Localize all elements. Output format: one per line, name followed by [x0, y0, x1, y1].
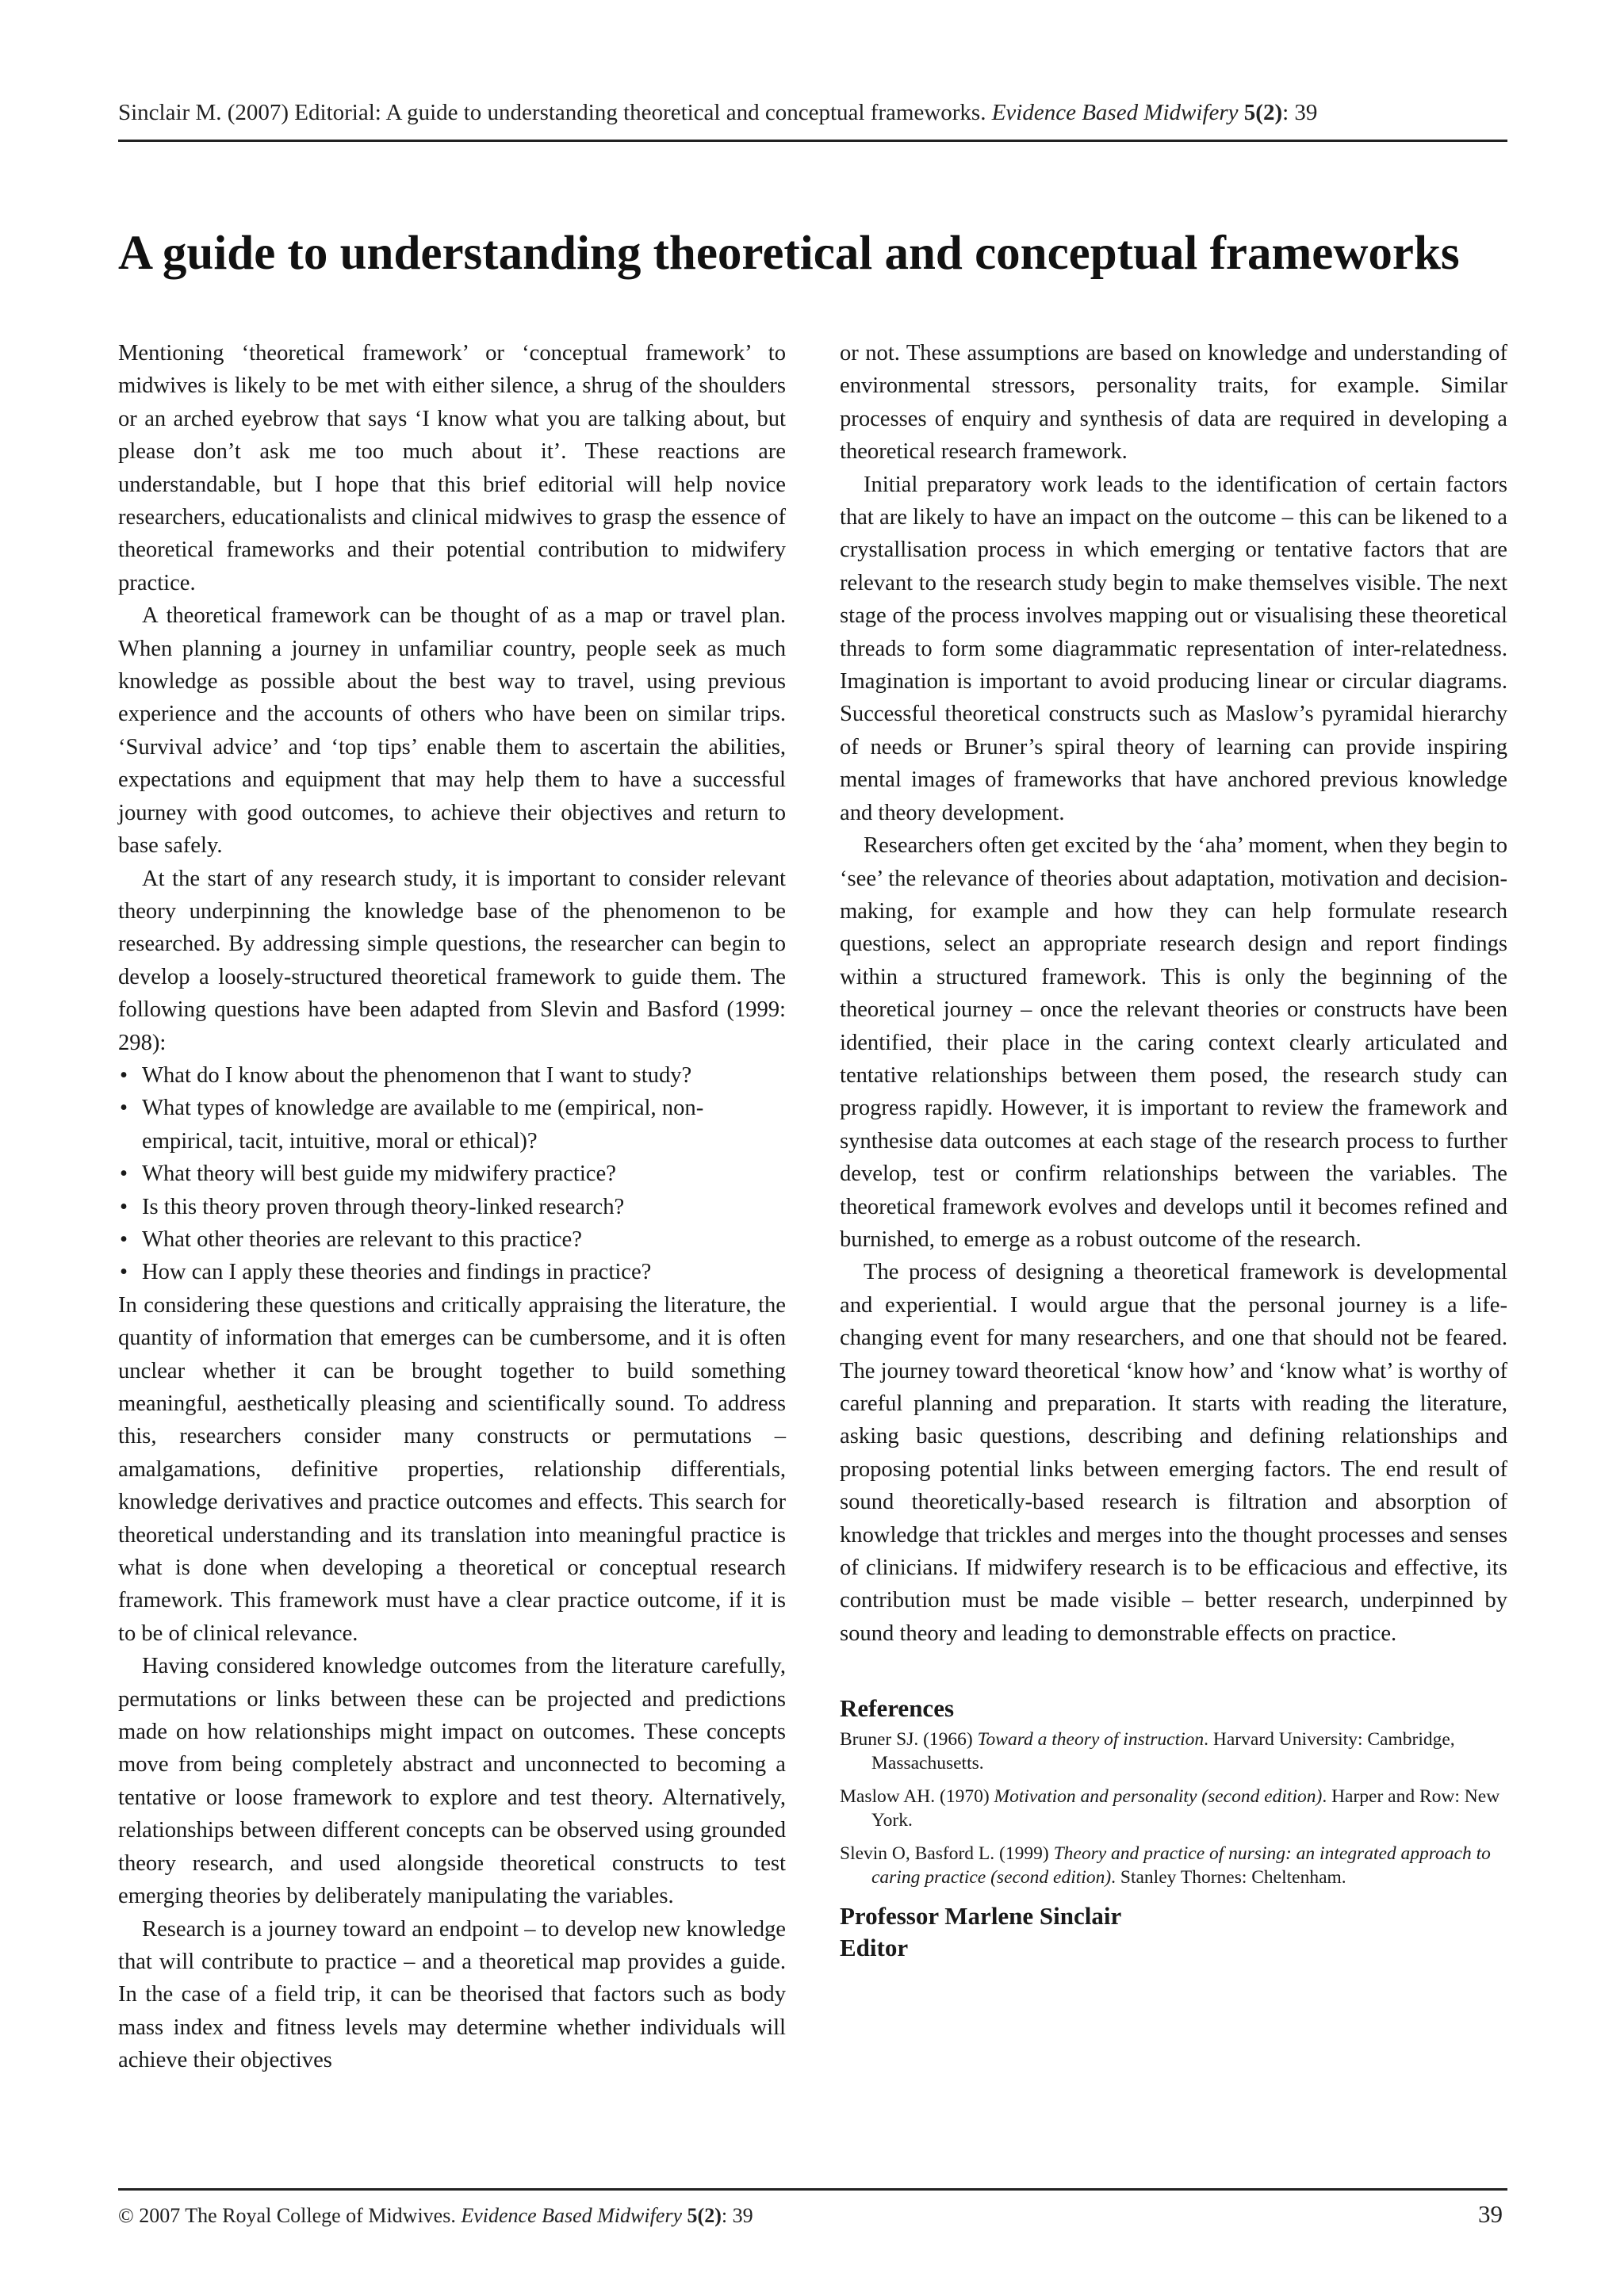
editor-role: Editor [840, 1934, 909, 1962]
paragraph: Initial preparatory work leads to the identification of certain factors that are likely to have an impact on the outcome – this can be likened to a crystallisation process in which emerging or tentative factors that are relevant to the research study begin to make themselves visible. The next stage of the process involves mapping out or visualising these theoretical threads to form some diagrammatic representation of inter-relatedness. Imagination is important to avoid producing linear or circular diagrams. Successful theoretical constructs such as Maslow’s pyramidal hierarchy of needs or Bruner’s spiral theory of learning can provide inspiring mental images of frameworks that have anchored previous knowledge and theory development. [840, 472, 1507, 825]
list-item: • How can I apply these theories and findings in practice? [118, 1256, 786, 1288]
paragraph: The process of designing a theoretical framework is developmental and experiential. I would argue that the personal journey is a life-changing event for many researchers, and one that should not be feared. The journey toward theoretical ‘know how’ and ‘know what’ is worthy of careful planning and preparation. It starts with reading the literature, asking basic questions, describing and defining relationships and proposing potential links between emerging factors. The end result of sound theoretically-based research is filtration and absorption of knowledge that trickles and merges into the thought processes and senses of clinicians. If midwifery research is to be efficacious and effective, its contribution must be made visible – better research, underpinned by sound theory and leading to demonstrable effects on practice. [840, 1260, 1507, 1646]
paragraph: At the start of any research study, it is important to consider relevant theory underpinning the knowledge base of the phenomenon to be researched. By addressing simple questions, the researcher can begin to develop a loosely-structured theoretical framework to guide them. The following questions have been adapted from Slevin and Basford (1999: 298): [118, 866, 786, 1055]
header-issue: (2) [1255, 100, 1283, 125]
left-column [118, 337, 786, 2077]
list-item: • What other theories are relevant to this practice? [118, 1223, 786, 1256]
list-item: • What do I know about the phenomenon that I want to study? [118, 1059, 786, 1092]
references-heading: References [840, 1694, 955, 1723]
footer-issue: (2) [697, 2204, 722, 2227]
paragraph: In considering these questions and critically appraising the literature, the quantity of information that emerges can be cumbersome, and it is often unclear whether it can be brought together to build something meaningful, aesthetically pleasing and scientifically sound. To address this, researchers consider many constructs or permutations – amalgamations, definitive properties, relationship differentials, knowledge derivatives and practice outcomes and effects. This search for theoretical understanding and its translation into meaningful practice is what is done when developing a theoretical or conceptual research framework. This framework must have a clear practice outcome, if it is to be of clinical relevance. [118, 1292, 786, 1646]
reference-authors: Slevin O, Basford L. (1999) [840, 1843, 1049, 1865]
list-item: • Is this theory proven through theory-linked research? [118, 1191, 786, 1223]
header-citation: Sinclair M. (2007) Editorial: A guide to understanding theoretical and conceptual frameworks. [118, 100, 986, 125]
reference-authors: Bruner SJ. (1966) [840, 1729, 973, 1751]
question-list [118, 1059, 786, 1289]
header-volume: 5 [1243, 100, 1256, 125]
paragraph: Research is a journey toward an endpoint – to develop new knowledge that will contribute to practice – and a theoretical map provides a guide. In the case of a field trip, it can be theorised that factors such as body mass index and fitness levels may determine whether individuals will achieve their objectives [118, 1916, 786, 2073]
reference-publisher: . Harvard University: Cambridge, Massachusetts. [871, 1729, 1455, 1774]
article-title: A guide to understanding theoretical and conceptual frameworks [118, 227, 1460, 280]
reference-title: Motivation and personality (second edition) [994, 1786, 1323, 1808]
page-number: 39 [1478, 2200, 1503, 2228]
list-item: • What types of knowledge are available to me (empirical, non-empirical, tacit, intuitive, moral or ethical)? [118, 1092, 786, 1158]
reference-item [840, 1728, 1507, 1775]
reference-title: Theory and practice of nursing: an integrated approach to caring practice (second edition) [871, 1843, 1491, 1888]
paragraph: Researchers often get excited by the ‘aha’ moment, when they begin to ‘see’ the relevance of theories about adaptation, motivation and decision-making, for example and how they can help formulate research questions, select an appropriate research design and report findings within a structured framework. This is only the beginning of the theoretical journey – once the relevant theories or constructs have been identified, their place in the caring context clearly articulated and tentative relationships between them posed, the research study can progress rapidly. However, it is important to review the framework and synthesise data outcomes at each stage of the research process to further develop, test or confirm relationships between the variables. The theoretical framework evolves and develops until it becomes refined and burnished, to emerge as a robust outcome of the research. [840, 833, 1507, 1252]
paragraph: A theoretical framework can be thought of as a map or travel plan. When planning a journey in unfamiliar country, people seek as much knowledge as possible about the best way to travel, using previous experience and the accounts of others who have been on similar trips. ‘Survival advice’ and ‘top tips’ enable them to ascertain the abilities, expectations and equipment that may help them to have a successful journey with good outcomes, to achieve their objectives and return to base safely. [118, 603, 786, 859]
reference-publisher: . Stanley Thornes: Cheltenham. [1111, 1867, 1346, 1888]
editor-name: Professor Marlene Sinclair [840, 1902, 1122, 1931]
right-column [840, 337, 1507, 1964]
reference-item [840, 1785, 1507, 1832]
footer-copyright: © 2007 The Royal College of Midwives. [118, 2204, 456, 2227]
header-pages: : 39 [1282, 100, 1318, 125]
footer-volume: 5 [687, 2204, 698, 2227]
editor-signoff [840, 1900, 1507, 1964]
paragraph: Having considered knowledge outcomes from the literature carefully, permutations or links between these can be projected and predictions made on how relationships might impact on outcomes. These concepts move from being completely abstract and unconnected to becoming a tentative or loose framework to explore and test theory. Alternatively, relationships between different concepts can be observed using grounded theory research, and used alongside theoretical constructs to test emerging theories by deliberately manipulating the variables. [118, 1654, 786, 1909]
running-header [118, 97, 1507, 142]
reference-authors: Maslow AH. (1970) [840, 1786, 990, 1808]
footer-journal: Evidence Based Midwifery [461, 2204, 683, 2227]
footer-pages: : 39 [721, 2204, 753, 2227]
paragraph: or not. These assumptions are based on knowledge and understanding of environmental stressors, personality traits, for example. Similar processes of enquiry and synthesis of data are required in developing a theoretical research framework. [840, 341, 1507, 465]
list-item: • What theory will best guide my midwifery practice? [118, 1158, 786, 1190]
reference-publisher: . Harper and Row: New York. [871, 1786, 1500, 1831]
running-footer [118, 2188, 1507, 2230]
paragraph: Mentioning ‘theoretical framework’ or ‘conceptual framework’ to midwives is likely to be met with either silence, a shrug of the shoulders or an arched eyebrow that says ‘I know what you are talking about, but please don’t ask me too much about it’. These reactions are understandable, but I hope that this brief editorial will help novice researchers, educationalists and clinical midwives to grasp the essence of theoretical frameworks and their potential contribution to midwifery practice. [118, 341, 786, 595]
header-journal: Evidence Based Midwifery [991, 100, 1239, 125]
reference-title: Toward a theory of instruction [977, 1729, 1205, 1751]
reference-item [840, 1842, 1507, 1889]
